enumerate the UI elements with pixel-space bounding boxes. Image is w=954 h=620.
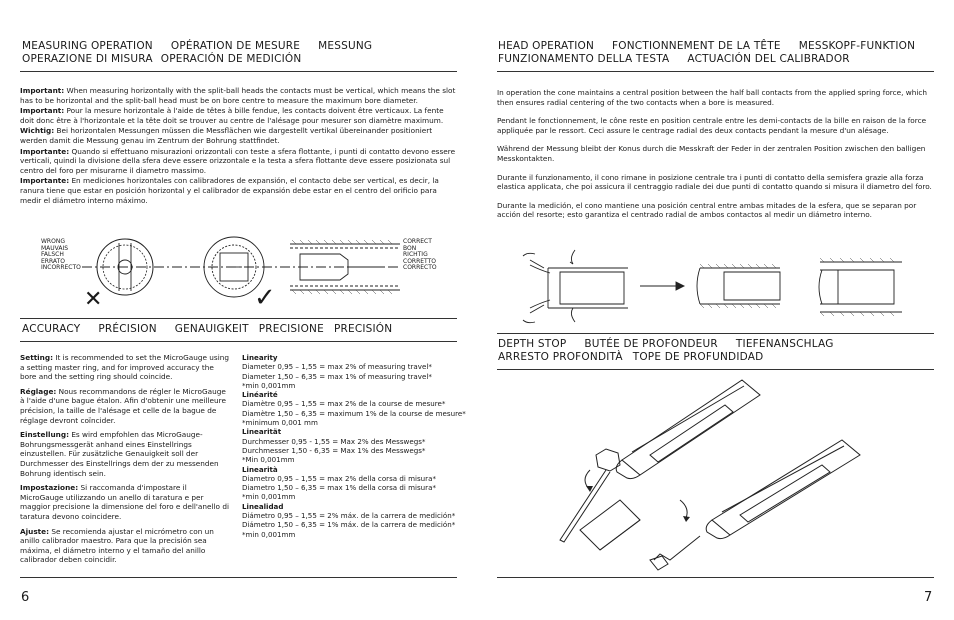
page-number-right: 7 (924, 590, 933, 605)
head-operation-heading: HEAD OPERATION FONCTIONNEMENT DE LA TÊTE MESSKOPF-FUNKTION FUNZIONAMENTO DELLA TESTA ACTUACIÓN DEL CALIBRADOR (498, 40, 916, 65)
setting-paragraph: Einstellung: Es wird empfohlen das MicroGauge-Bohrungsmessgerät anhand eines Einstellrings einzustellen. Für zusätzliche Genauigkeit soll der Durchmesser des Einstellrings dem der zu messenden Bohrung identisch sein. (20, 430, 219, 478)
instruction-paragraph: Important: When measuring horizontally with the split-ball heads the contacts must be vertical, which means the slot has to be horizontal and the split-ball head must be on bore centre to measure the maximum bore diameter. (20, 86, 456, 105)
setting-paragraph: Ajuste: Se recomienda ajustar el micrómetro con un anillo calibrador maestro. Para que la precisión sea máxima, el diámetro interno y el tamaño del anillo calibrador deben coincidir. (20, 526, 214, 565)
correct-labels: CORRECT BON RICHTIG CORRETTO CORRECTO (403, 238, 437, 272)
setting-paragraph: Impostazione: Si raccomanda d'impostare il MicroGauge utilizzando un anello di taratura e per maggior precisione la dimensione del foro e dell'anello di taratura devono coincidere. (20, 483, 230, 521)
divider (497, 577, 934, 578)
head-paragraph: In operation the cone maintains a central position between the half ball contacts from the applied spring force, which then ensures radial centering of the two contacts when a bore is measured. (497, 88, 928, 107)
instruction-paragraph: Importante: En mediciones horizontales con calibradores de expansión, el contacto debe ser vertical, es decir, la ranura tiene que estar en posición horizontal y el calibrador de expansión debe estar en el centro del orificio para medir el diámetro interno máximo. (20, 176, 439, 205)
setting-paragraph: Setting: It is recommended to set the MicroGauge using a setting master ring, and for improved accuracy the bore and the setting ring should coincide. (20, 353, 229, 382)
page-number-left: 6 (21, 590, 30, 605)
wrong-mark: ✕ (84, 287, 103, 312)
head-paragraph: Während der Messung bleibt der Konus durch die Messkraft der Feder in der zentralen Position zwischen den balligen Messkontakten. (497, 144, 926, 163)
linearity-block: Linearity Diameter 0,95 – 1,55 = max 2% of measuring travel* Diameter 1,50 – 6,35 = max 1% of measuring travel* *min 0,001mm (242, 353, 432, 390)
linearity-block: Linéarité Diamètre 0,95 – 1,55 = max 2% de la course de mesure* Diamètre 1,50 – 6,35 = maximum 1% de la course de mesure* *minimum 0,001 mm (242, 390, 466, 428)
linearity-block: Linearità Diametro 0,95 – 1,55 = max 2% della corsa di misura* Diametro 1,50 – 6,35 = max 1% della corsa di misura* *min 0,001mm (242, 464, 436, 502)
accuracy-heading: ACCURACY PRÉCISION GENAUIGKEIT PRECISIONE PRECISIÓN (22, 323, 393, 335)
linearity-block: Linealidad Diámetro 0,95 – 1,55 = 2% máx. de la carrera de medición* Diámetro 1,50 – 6,35 = 1% máx. de la carrera de medición* *min 0,001mm (242, 501, 456, 539)
instruction-paragraph: Important: Pour la mesure horizontale à l'aide de têtes à bille fendue, les contacts doivent être verticaux. La fente doit donc être à l'horizontale et la tête doit se trouver au centre de l'alésage pour mesurer son diamètre maximum. (20, 106, 444, 125)
setting-paragraph: Réglage: Nous recommandons de régler le MicroGauge à l'aide d'une bague étalon. Afin d'obtenir une meilleure précision, la taille de l'alésage et celle de la bague de réglage devront coïncider. (20, 386, 226, 425)
instruction-paragraph: Importante: Quando si effettuano misurazioni orizzontali con teste a sfera flottante, i punti di contatto devono essere verticali, quindi la divisione della sfera deve essere orizzontale e la testa a sfera flottante deve essere posizionata sul centro del foro per misurarne il diametro massimo. (20, 146, 456, 175)
measuring-operation-heading: MEASURING OPERATION OPÉRATION DE MESURE MESSUNG OPERAZIONE DI MISURA OPERACIÓN DE MEDICIÓN (22, 40, 373, 65)
wrong-labels: WRONG MAUVAIS FALSCH ERRATO INCORRECTO (41, 238, 81, 272)
head-paragraph: Durante il funzionamento, il cono rimane in posizione centrale tra i punti di contatto della semisfera grazie alla forza elastica applicata, che poi assicura il centraggio radiale dei due punti di contatto quando si misura il diametro del foro. (497, 172, 932, 192)
head-paragraph: Pendant le fonctionnement, le cône reste en position centrale entre les demi-contacts de la bille en raison de la force appliquée par le ressort. Ceci assure le centrage radial des deux contacts pendant la mesure d'un alésage. (497, 116, 927, 135)
depth-stop-heading: DEPTH STOP BUTÉE DE PROFONDEUR TIEFENANSCHLAG ARRESTO PROFONDITÀ TOPE DE PROFUNDIDAD (498, 338, 834, 363)
head-paragraph: Durante la medición, el cono mantiene una posición central entre ambas mitades de la esfera, que se separan por acción del resorte; esto garantiza el centrado radial de ambos contactos al medir un diámetro interno. (497, 200, 917, 220)
correct-mark: ✓ (254, 283, 276, 313)
instruction-paragraph: Wichtig: Bei horizontalen Messungen müssen die Messflächen wie dargestellt vertikal übereinander positioniert werden damit die Messung genau im Zentrum der Bohrung stattfindet. (20, 126, 433, 145)
linearity-block: Linearität Durchmesser 0,95 - 1,55 = Max 2% des Messwegs* Durchmesser 1,50 - 6,35 = Max 1% des Messwegs* *Min 0,001mm (242, 427, 426, 465)
